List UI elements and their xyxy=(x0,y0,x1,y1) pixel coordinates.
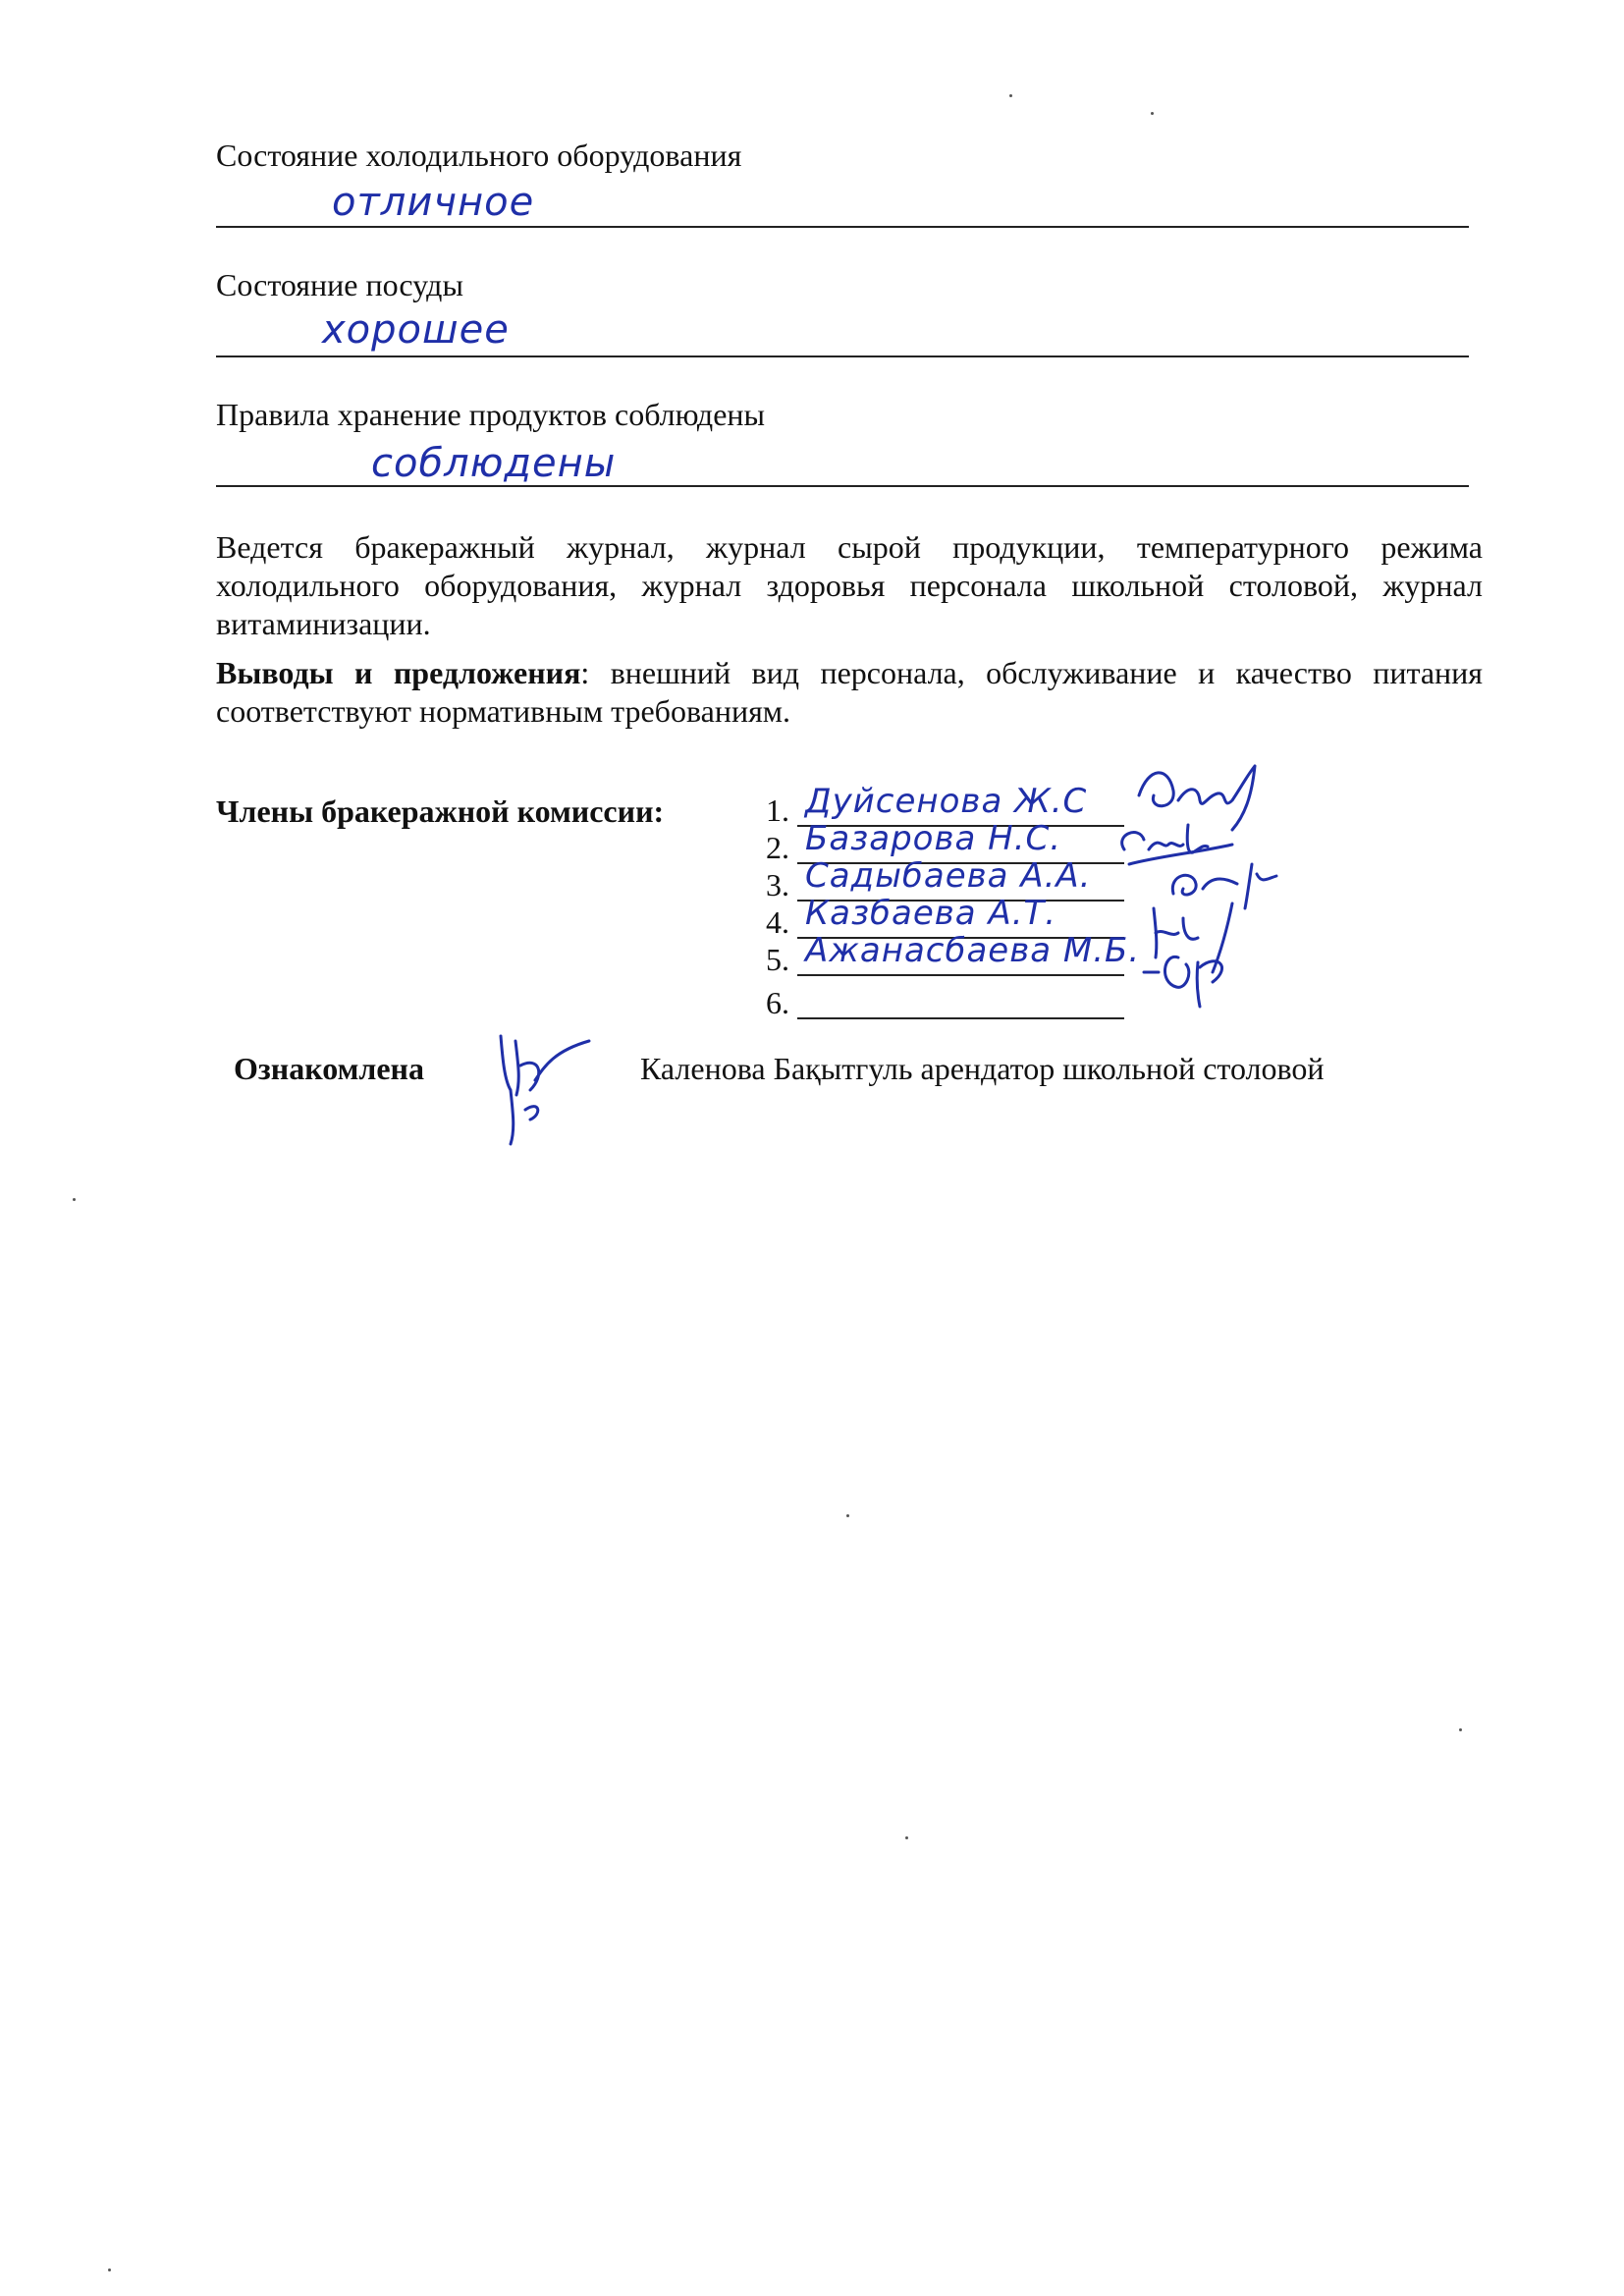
scan-speck xyxy=(1009,94,1012,97)
conclusions-paragraph xyxy=(216,654,1483,731)
member-number: 3. xyxy=(766,867,789,902)
member-number: 6. xyxy=(766,985,789,1020)
answer-line xyxy=(216,434,1469,487)
member-number: 1. xyxy=(766,793,789,828)
commission-member xyxy=(766,931,1141,978)
commission-member xyxy=(766,984,1124,1021)
field-storage-rules xyxy=(216,395,1483,487)
field-label: Правила хранение продуктов соблюдены xyxy=(216,397,766,432)
member-name-handwritten: Садыбаева А.А. xyxy=(805,856,1092,896)
handwritten-answer: отличное xyxy=(332,180,535,225)
member-name-handwritten: Базарова Н.С. xyxy=(805,819,1062,858)
handwritten-answer: хорошее xyxy=(322,307,510,353)
member-line xyxy=(797,974,1124,976)
member-name-handwritten: Дуйсенова Ж.С xyxy=(805,782,1088,821)
member-number: 5. xyxy=(766,942,789,977)
scan-speck xyxy=(73,1198,76,1201)
member-number: 4. xyxy=(766,904,789,940)
field-label: Состояние холодильного оборудования xyxy=(216,137,742,173)
acknowledgement-text: Каленова Бақытгуль арендатор школьной столовой xyxy=(640,1051,1325,1086)
field-dishes xyxy=(216,265,1483,357)
conclusions-label: Выводы и предложения xyxy=(216,655,581,690)
member-line xyxy=(797,1017,1124,1019)
scan-speck xyxy=(846,1514,849,1517)
member-name-handwritten: Казбаева А.Т. xyxy=(805,894,1057,933)
acknowledgement-signature xyxy=(481,1021,599,1149)
field-refrigeration xyxy=(216,136,1483,228)
handwritten-answer: соблюдены xyxy=(371,441,617,486)
journals-paragraph: Ведется бракеражный журнал, журнал сырой продукции, температурного режима холодильного оборудования, журнал здоровья персонала школьной столовой, журнал витаминизации. xyxy=(216,529,1483,641)
commission-heading: Члены бракеражной комиссии: xyxy=(216,793,665,829)
scan-speck xyxy=(108,2269,111,2271)
conclusions-text: : внешний вид персонала, обслуживание и качество питания соответствуют нормативным требованиям. xyxy=(216,655,1484,729)
answer-line xyxy=(216,175,1469,228)
scan-speck xyxy=(905,1836,908,1839)
field-label: Состояние посуды xyxy=(216,267,463,302)
answer-line xyxy=(216,304,1469,357)
acknowledgement-label: Ознакомлена xyxy=(234,1051,424,1086)
member-number: 2. xyxy=(766,830,789,865)
member-name-handwritten: Ажанасбаева М.Б. xyxy=(805,931,1141,970)
scan-speck xyxy=(1459,1728,1462,1731)
scan-speck xyxy=(1151,112,1154,115)
signature-5 xyxy=(1139,943,1257,1011)
